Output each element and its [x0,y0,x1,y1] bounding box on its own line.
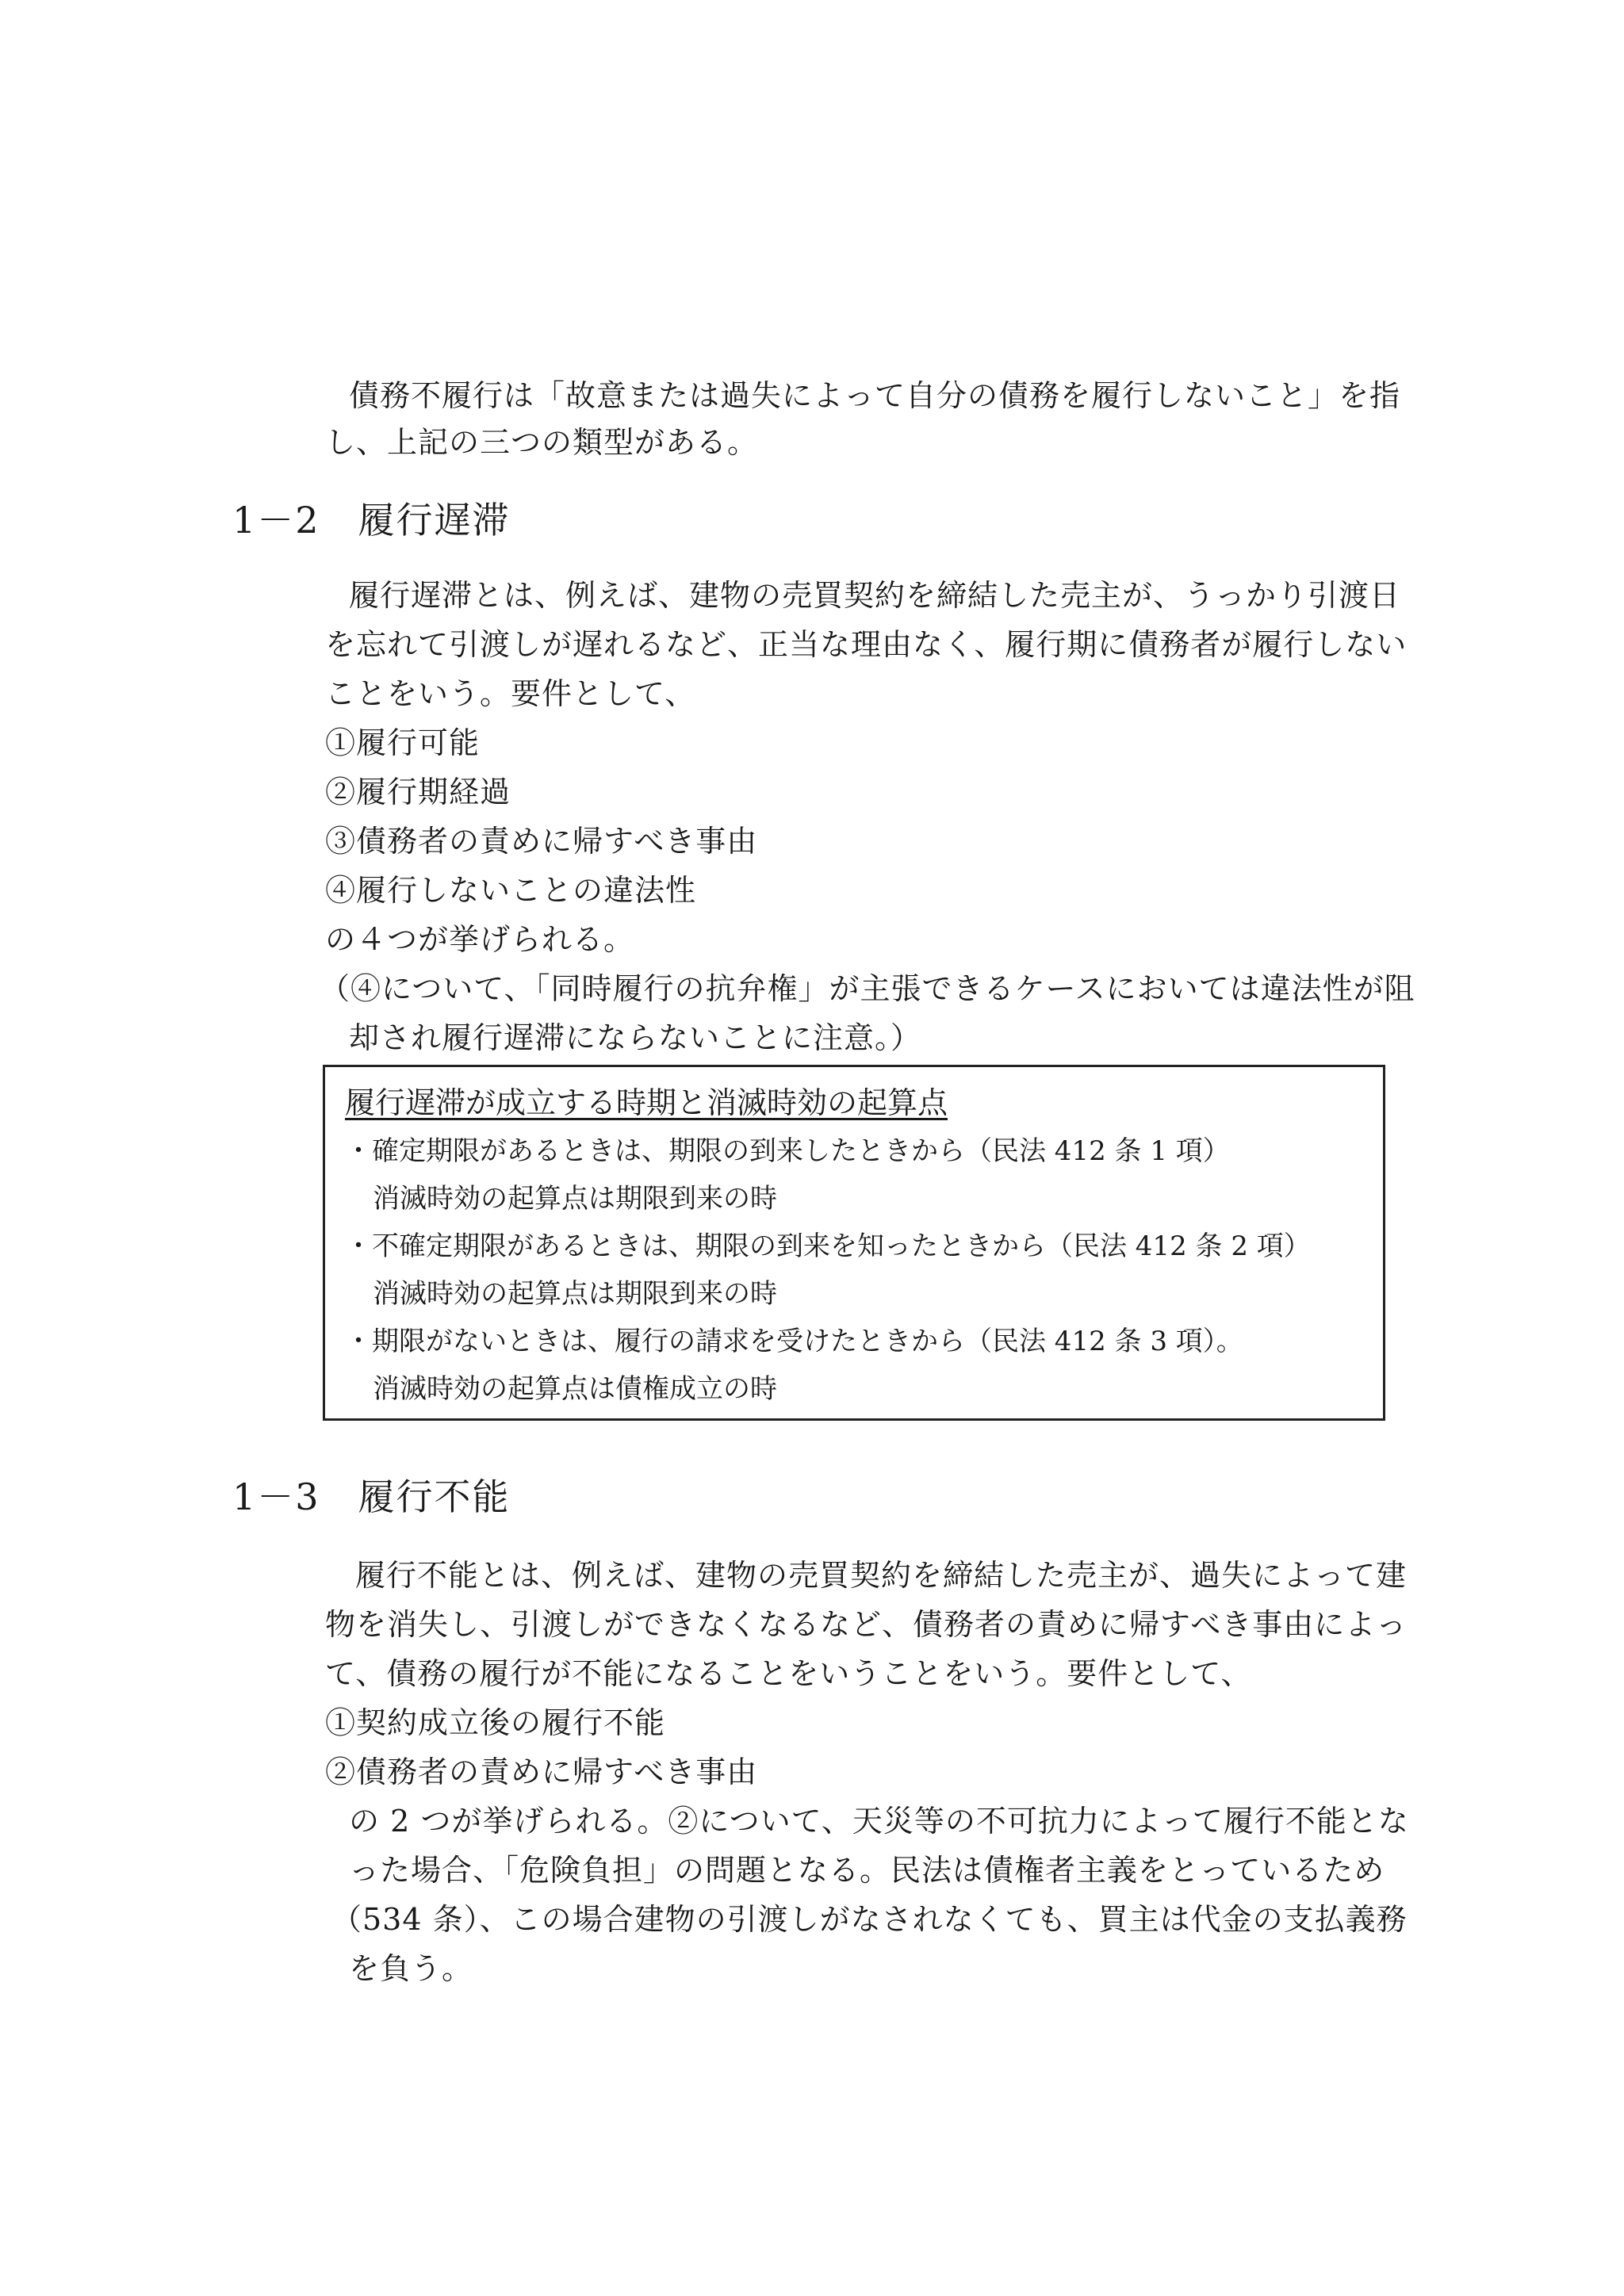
s13-line-1: 履行不能とは、例えば、建物の売買契約を締結した売主が、過失によって建 [355,1558,1408,1593]
s12-requirement-1: ①履行可能 [325,725,481,760]
timing-box-title: 履行遅滞が成立する時期と消滅時効の起算点 [345,1085,948,1120]
s13-line-6: の 2 つが挙げられる。②について、天災等の不可抗力によって履行不能とな [349,1804,1409,1839]
s13-line-3: て、債務の履行が不能になることをいうことをいう。要件として、 [325,1656,1252,1691]
s12-note-line-2: 却され履行遅滞にならないことに注意。） [349,1020,922,1055]
s12-requirement-4: ④履行しないことの違法性 [325,873,697,908]
intro-line-2: し、上記の三つの類型がある。 [325,425,759,460]
timing-box-line-6: 消滅時効の起算点は債権成立の時 [373,1373,777,1405]
s13-line-9: を負う。 [349,1951,473,1986]
s12-line-1: 履行遅滞とは、例えば、建物の売買契約を締結した売主が、うっかり引渡日 [349,578,1401,613]
s12-requirement-3: ③債務者の責めに帰すべき事由 [325,824,758,859]
s12-line-3: ことをいう。要件として、 [325,676,696,711]
timing-box-line-5: ・期限がないときは、履行の請求を受けたときから（民法 412 条 3 項）。 [345,1326,1243,1357]
s13-requirement-1: ①契約成立後の履行不能 [325,1705,666,1740]
timing-box-line-2: 消滅時効の起算点は期限到来の時 [373,1183,777,1215]
intro-line-1: 債務不履行は「故意または過失によって自分の債務を履行しないこと」を指 [349,378,1401,413]
timing-box [323,1065,1385,1421]
timing-box-line-4: 消滅時効の起算点は期限到来の時 [373,1278,777,1310]
section-1-3-heading: 1－3 履行不能 [232,1475,511,1518]
s12-line-2: を忘れて引渡しが遅れるなど、正当な理由なく、履行期に債務者が履行しない [325,627,1408,662]
section-1-2-heading: 1－2 履行遅滞 [232,499,511,541]
timing-box-line-3: ・不確定期限があるときは、期限の到来を知ったときから（民法 412 条 2 項） [345,1230,1311,1262]
s12-line-count: の４つが挙げられる。 [325,922,635,957]
timing-box-line-1: ・確定期限があるときは、期限の到来したときから（民法 412 条 1 項） [345,1135,1230,1167]
s13-line-8: （534 条）、この場合建物の引渡しがなされなくても、買主は代金の支払義務 [331,1902,1408,1937]
s13-line-2: 物を消失し、引渡しができなくなるなど、債務者の責めに帰すべき事由によっ [325,1607,1408,1642]
s12-note-line-1: （④について、「同時履行の抗弁権」が主張できるケースにおいては違法性が阻 [320,971,1415,1006]
s13-line-7: った場合、「危険負担」の問題となる。民法は債権者主義をとっているため [349,1853,1385,1888]
s13-requirement-2: ②債務者の責めに帰すべき事由 [325,1755,758,1789]
s12-requirement-2: ②履行期経過 [325,775,511,809]
